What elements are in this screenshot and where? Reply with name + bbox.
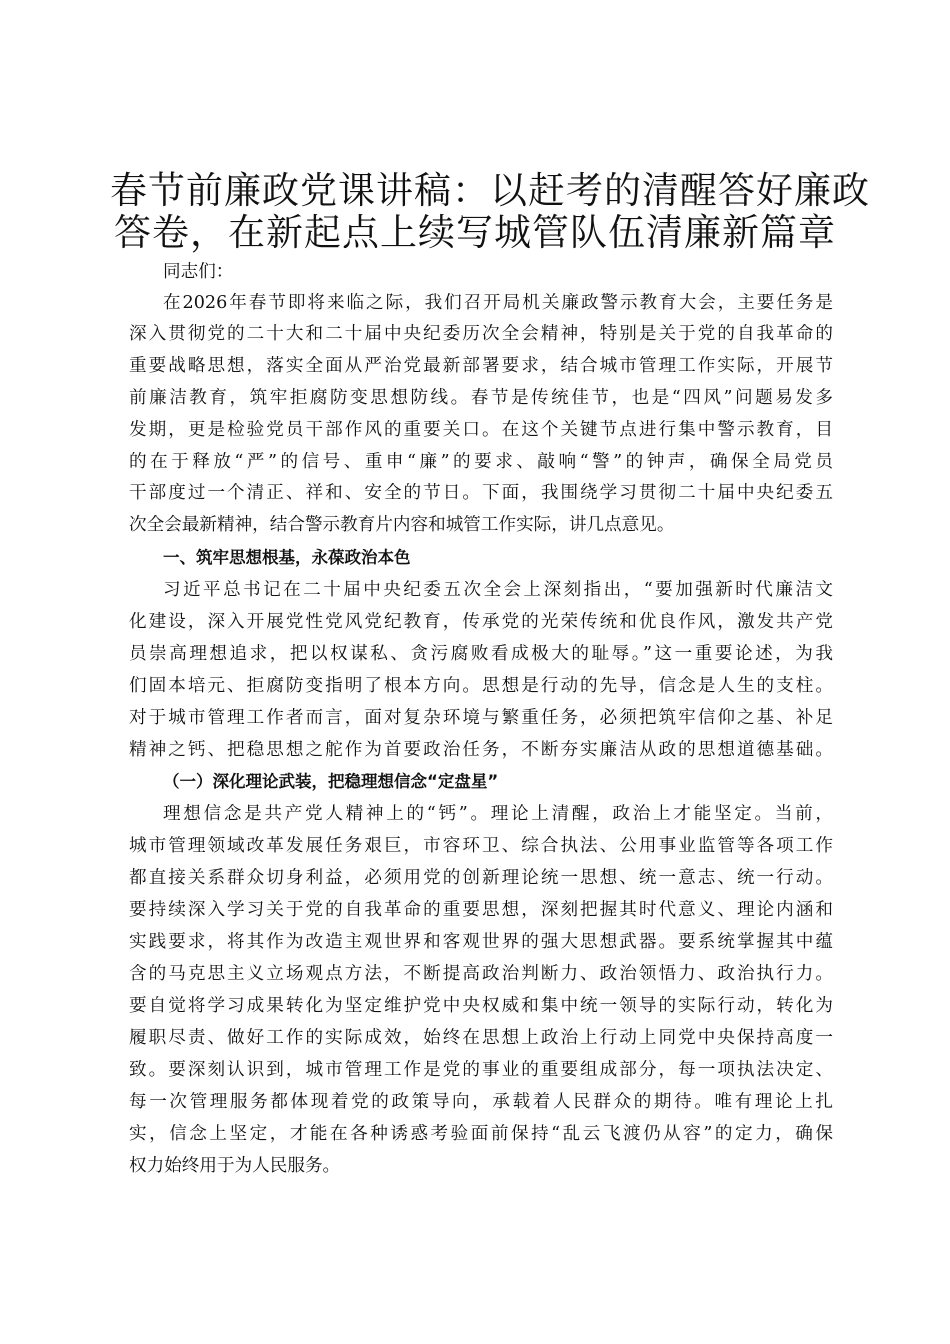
subsection-body-line: 履职尽责、做好工作的实际成效，始终在思想上政治上行动上同党中央保持高度一 <box>129 1028 833 1048</box>
section-heading: 一、筑牢思想根基，永葆政治本色 <box>163 548 411 567</box>
intro-line: 干部度过一个清正、祥和、安全的节日。下面，我围绕学习贯彻二十届中央纪委五 <box>129 483 833 503</box>
document-title-line-1: 春节前廉政党课讲稿：以赶考的清醒答好廉政 <box>110 169 870 212</box>
subsection-body-line: 实，信念上坚定，才能在各种诱惑考验面前保持“乱云飞渡仍从容”的定力，确保 <box>129 1124 833 1144</box>
intro-line: 次全会最新精神，结合警示教育片内容和城管工作实际，讲几点意见。 <box>129 515 675 535</box>
subsection-body-line: 要持续深入学习关于党的自我革命的重要思想，深刻把握其时代意义、理论内涵和 <box>129 900 833 920</box>
document-title-line-2: 答卷，在新起点上续写城管队伍清廉新篇章 <box>114 211 836 254</box>
greeting: 同志们： <box>163 262 234 282</box>
intro-line: 发期，更是检验党员干部作风的重要关口。在这个关键节点进行集中警示教育，目 <box>129 420 833 440</box>
intro-line: 的在于释放“严”的信号、重申“廉”的要求、敲响“警”的钟声，确保全局党员 <box>129 452 833 472</box>
intro-line: 在2026年春节即将来临之际，我们召开局机关廉政警示教育大会，主要任务是 <box>163 293 833 313</box>
subsection-body-line: 含的马克思主义立场观点方法，不断提高政治判断力、政治领悟力、政治执行力。 <box>129 964 833 984</box>
section-body-line: 习近平总书记在二十届中央纪委五次全会上深刻指出，“要加强新时代廉洁文 <box>163 580 833 600</box>
intro-line: 重要战略思想，落实全面从严治党最新部署要求，结合城市管理工作实际，开展节 <box>129 356 833 376</box>
section-body-line: 们固本培元、拒腐防变指明了根本方向。思想是行动的先导，信念是人生的支柱。 <box>129 676 833 696</box>
subsection-body-line: 每一次管理服务都体现着党的政策导向，承载着人民群众的期待。唯有理论上扎 <box>129 1092 833 1112</box>
section-body-line: 员崇高理想追求，把以权谋私、贪污腐败看成极大的耻辱。”这一重要论述，为我 <box>129 644 833 664</box>
intro-line: 前廉洁教育，筑牢拒腐防变思想防线。春节是传统佳节，也是“四风”问题易发多 <box>129 388 833 408</box>
section-body-line: 精神之钙、把稳思想之舵作为首要政治任务，不断夯实廉洁从政的思想道德基础。 <box>129 740 833 760</box>
section-body-line: 化建设，深入开展党性党风党纪教育，传承党的光荣传统和优良作风，激发共产党 <box>129 612 833 632</box>
section-body-line: 对于城市管理工作者而言，面对复杂环境与繁重任务，必须把筑牢信仰之基、补足 <box>129 708 833 728</box>
subsection-body-line: 权力始终用于为人民服务。 <box>129 1156 341 1176</box>
subsection-body-line: 理想信念是共产党人精神上的“钙”。理论上清醒，政治上才能坚定。当前， <box>163 804 833 824</box>
subsection-heading: （一）深化理论武装，把稳理想信念“定盘星” <box>163 772 499 791</box>
intro-line: 深入贯彻党的二十大和二十届中央纪委历次全会精神，特别是关于党的自我革命的 <box>129 324 833 344</box>
subsection-body-line: 都直接关系群众切身利益，必须用党的创新理论统一思想、统一意志、统一行动。 <box>129 868 833 888</box>
subsection-body-line: 实践要求，将其作为改造主观世界和客观世界的强大思想武器。要系统掌握其中蕴 <box>129 932 833 952</box>
subsection-body-line: 致。要深刻认识到，城市管理工作是党的事业的重要组成部分，每一项执法决定、 <box>129 1060 833 1080</box>
subsection-body-line: 要自觉将学习成果转化为坚定维护党中央权威和集中统一领导的实际行动，转化为 <box>129 996 833 1016</box>
subsection-body-line: 城市管理领域改革发展任务艰巨，市容环卫、综合执法、公用事业监管等各项工作 <box>129 836 833 856</box>
